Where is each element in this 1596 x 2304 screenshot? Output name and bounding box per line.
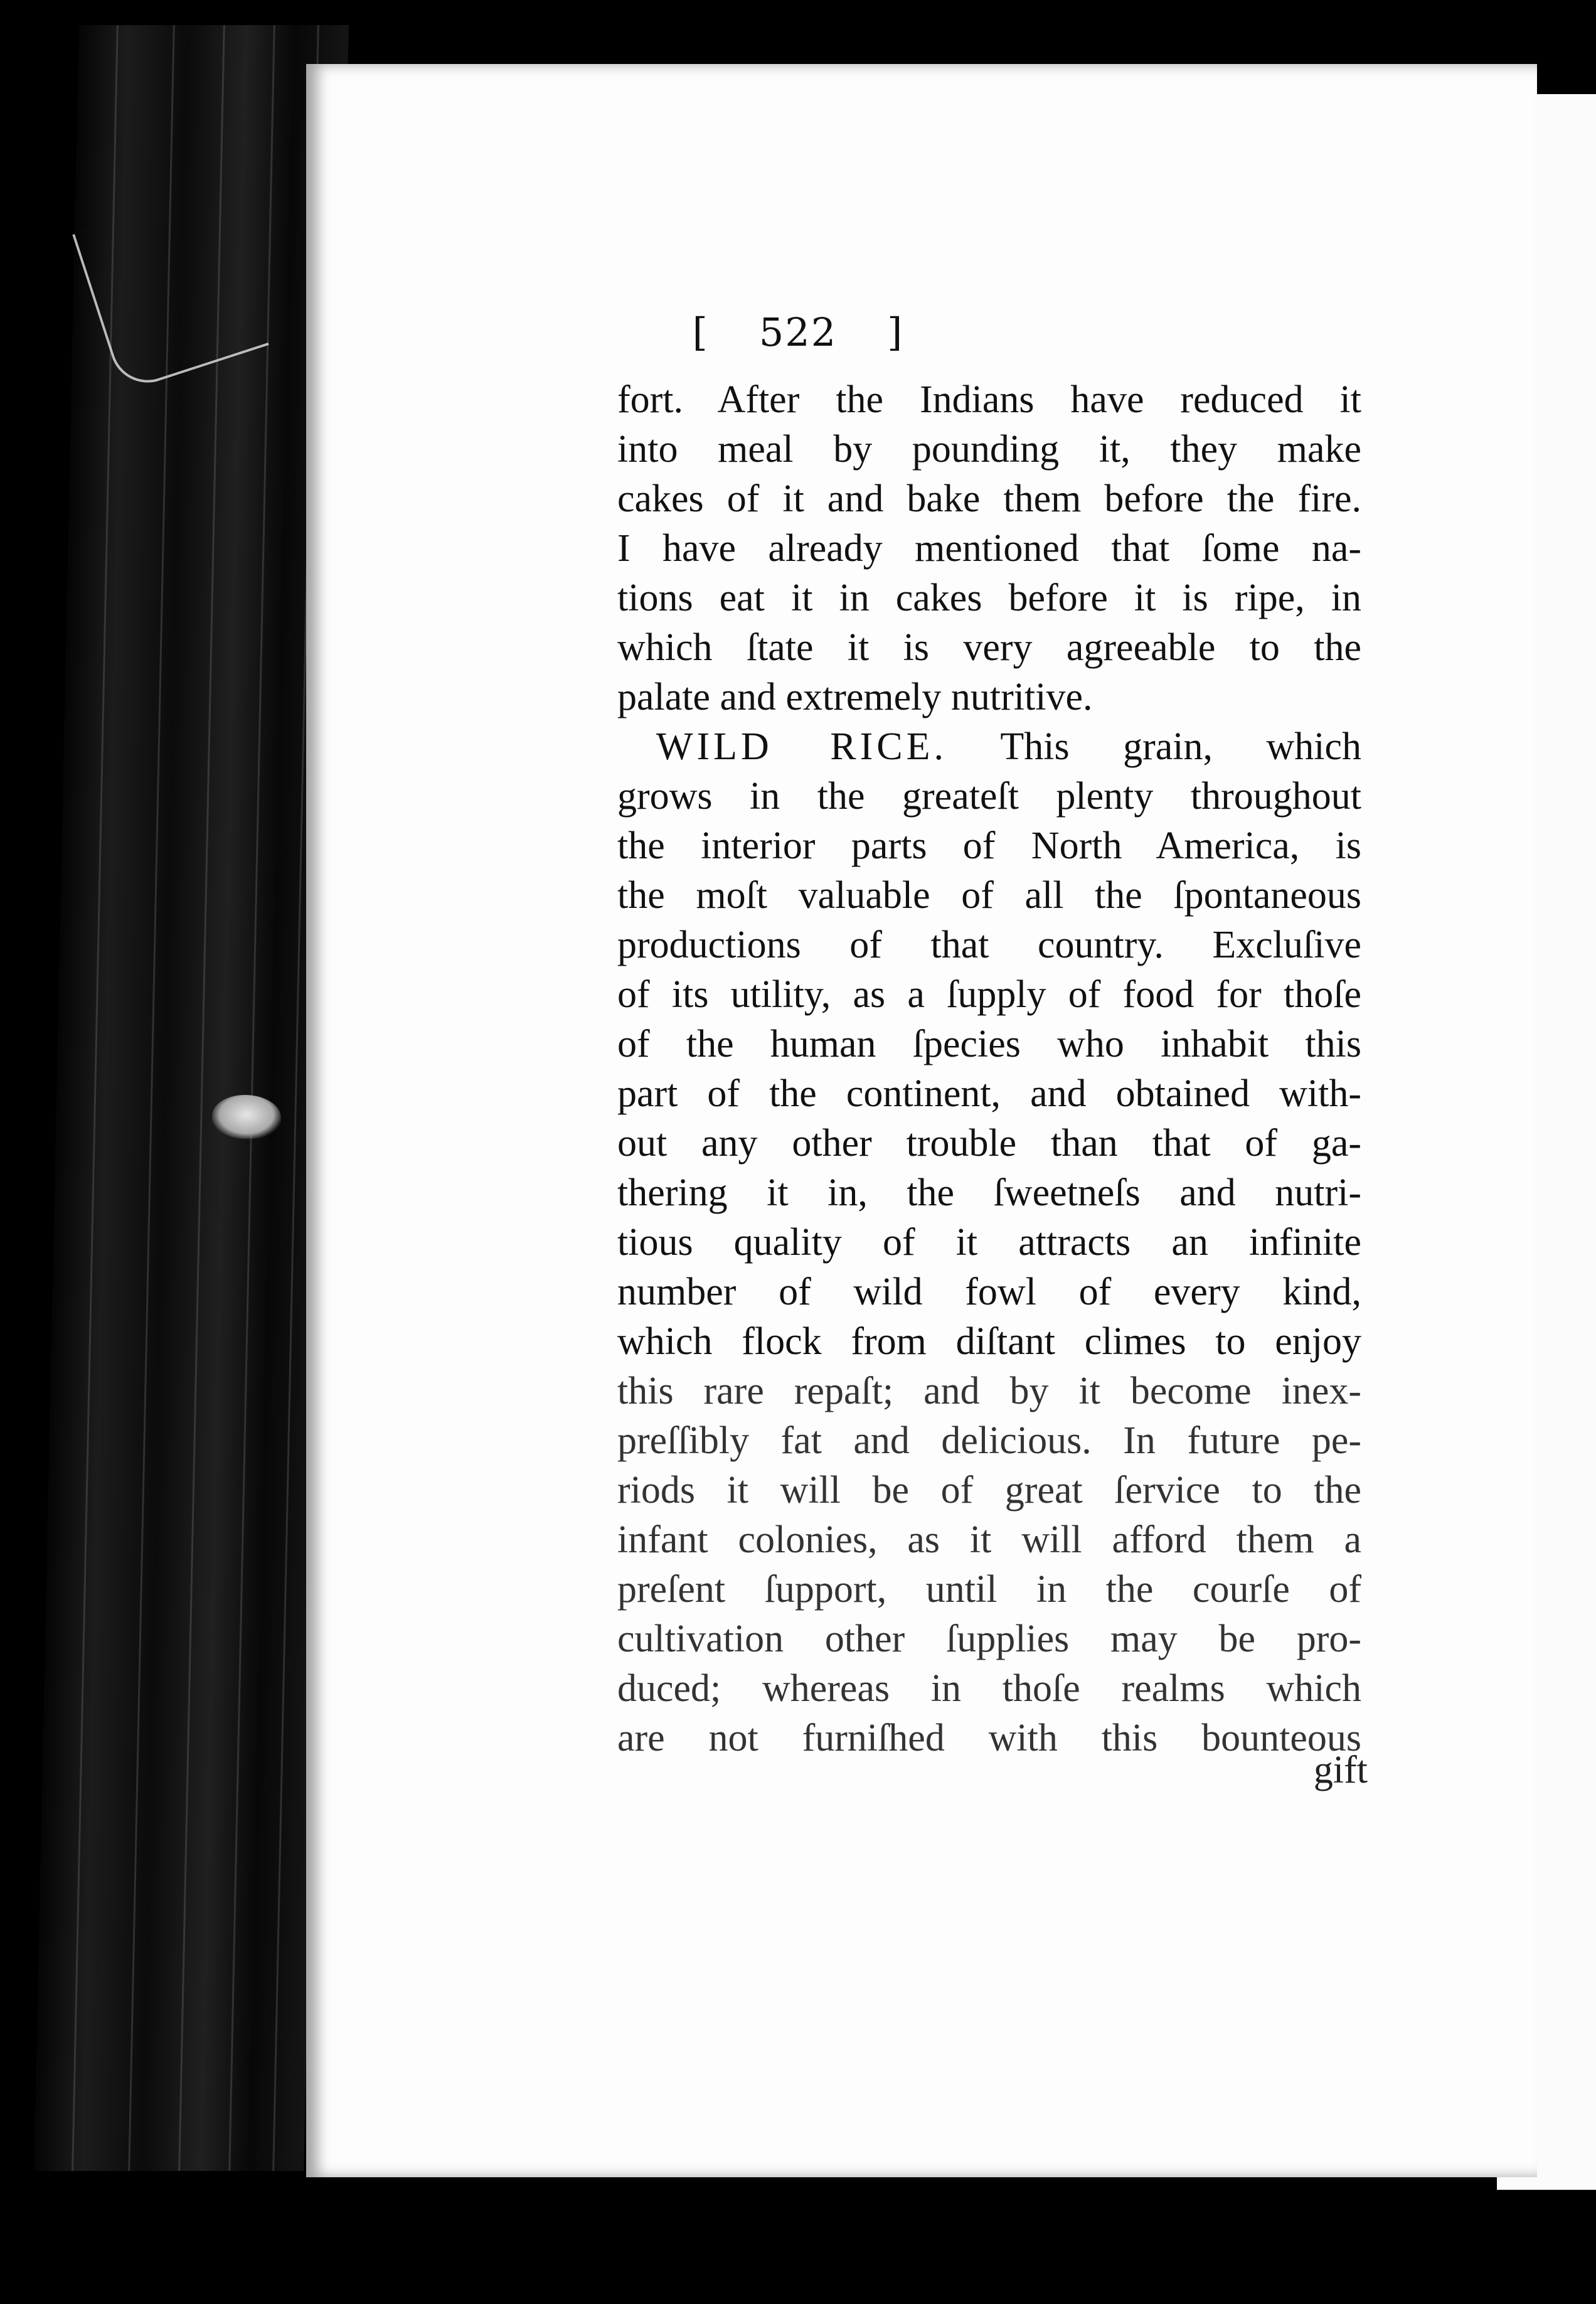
catchword: gift — [1313, 1749, 1368, 1791]
text-line: preſent ſupport, until in the courſe of — [617, 1568, 1361, 1611]
text-line: palate and extremely nutritive. — [617, 676, 1093, 718]
text-line: thering it in, the ſweetneſs and nutri- — [617, 1171, 1361, 1214]
section-heading-line — [617, 722, 1361, 772]
text-line: number of wild fowl of every kind, — [617, 1271, 1361, 1313]
text-line: cultivation other ſupplies may be pro- — [617, 1618, 1361, 1660]
page-header — [0, 309, 1596, 355]
text-line: this rare repaſt; and by it become inex- — [617, 1370, 1361, 1412]
text-line: into meal by pounding it, they make — [617, 428, 1361, 471]
text-line: tious quality of it attracts an infinite — [617, 1221, 1361, 1264]
text-line: duced; whereas in thoſe realms which — [617, 1667, 1361, 1710]
text-line: productions of that country. Excluſive — [617, 924, 1361, 966]
text-line: of its utility, as a ſupply of food for thoſe — [617, 973, 1361, 1016]
text-line: the interior parts of North America, is — [617, 824, 1361, 867]
page-number: 522 — [758, 309, 838, 355]
text-line: out any other trouble than that of ga- — [617, 1122, 1361, 1165]
body-text — [617, 375, 1361, 1763]
text-line: which ſtate it is very agreeable to the — [617, 626, 1361, 669]
text-line: of the human ſpecies who inhabit this — [617, 1023, 1361, 1065]
text-line: fort. After the Indians have reduced it — [617, 378, 1361, 421]
text-line: preſſibly fat and delicious. In future pe- — [617, 1419, 1361, 1462]
header-bracket-left: [ — [692, 309, 709, 355]
text-line: riods it will be of great ſervice to the — [617, 1469, 1361, 1512]
text-line: are not furniſhed with this bounteous — [617, 1717, 1361, 1759]
section-heading: WILD RICE. — [656, 725, 948, 768]
text-line: I have already mentioned that ſome na- — [617, 527, 1361, 570]
text-line: infant colonies, as it will afford them a — [617, 1518, 1361, 1561]
text-fragment: This grain, which — [1000, 725, 1361, 768]
header-bracket-right: ] — [887, 309, 904, 355]
text-line: the moſt valuable of all the ſpontaneous — [617, 874, 1361, 917]
text-line: which flock from diſtant climes to enjoy — [617, 1320, 1361, 1363]
text-line: cakes of it and bake them before the fire. — [617, 477, 1361, 520]
text-line: tions eat it in cakes before it is ripe, in — [617, 577, 1361, 619]
text-line: part of the continent, and obtained with- — [617, 1072, 1361, 1115]
text-line: grows in the greateſt plenty throughout — [617, 775, 1361, 818]
paper-blot — [212, 1095, 281, 1139]
